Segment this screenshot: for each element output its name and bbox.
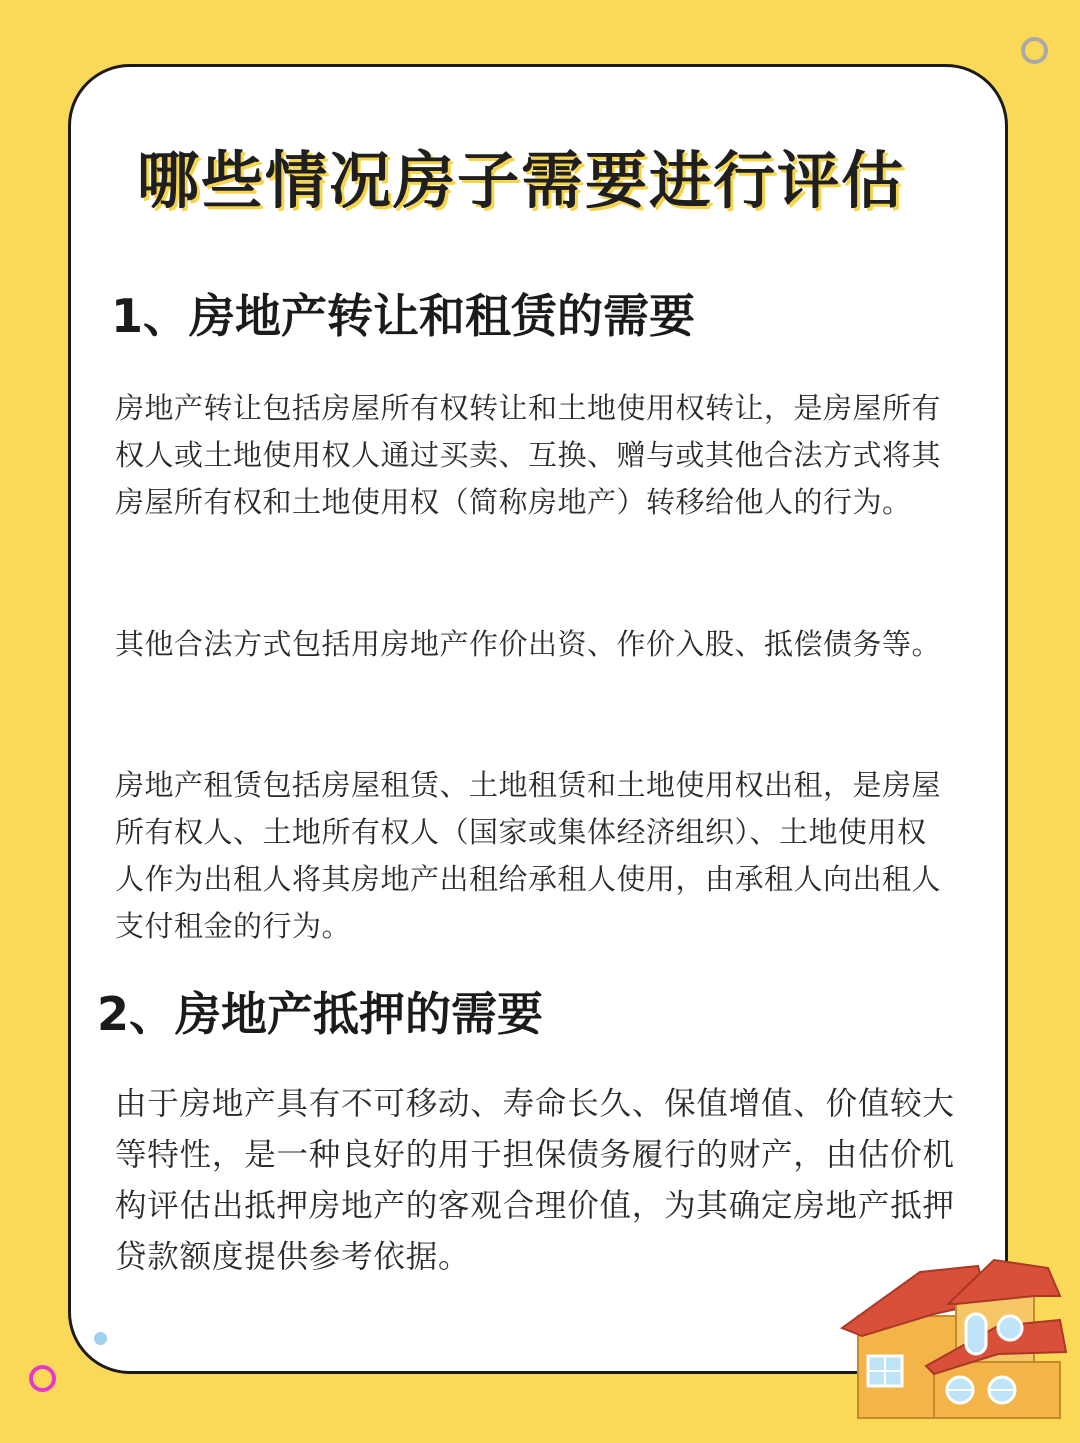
paragraph-lease: 房地产租赁包括房屋租赁、土地租赁和土地使用权出租，是房屋所有权人、土地所有权人（国家或集体经济组织）、土地使用权人作为出租人将其房地产出租给承租人使用，由承租人向出租人支付租金的行为。 [115, 768, 942, 943]
magenta-ring-icon [29, 1365, 56, 1392]
paragraph-mortgage: 由于房地产具有不可移动、寿命长久、保值增值、价值较大等特性，是一种良好的用于担保债务履行的财产，由估价机构评估出抵押房地产的客观合理价值，为其确定房地产抵押贷款额度提供参考依据。 [115, 1086, 955, 1275]
gray-ring-icon [1021, 37, 1048, 64]
paragraph-other-methods: 其他合法方式包括用房地产作价出资、作价入股、抵偿债务等。 [115, 627, 942, 661]
house-illustration [838, 1256, 1070, 1424]
paragraph-transfer: 房地产转让包括房屋所有权转让和土地使用权转让，是房屋所有权人或土地使用权人通过买卖、互换、赠与或其他合法方式将其房屋所有权和土地使用权（简称房地产）转移给他人的行为。 [115, 391, 942, 519]
blue-dot-icon [94, 1332, 107, 1345]
section-heading-2: 2、房地产抵押的需要 [97, 987, 544, 1041]
page-title: 哪些情况房子需要进行评估 [137, 144, 906, 217]
section-heading-1: 1、房地产转让和租赁的需要 [111, 289, 696, 343]
content-card [68, 64, 1008, 1374]
